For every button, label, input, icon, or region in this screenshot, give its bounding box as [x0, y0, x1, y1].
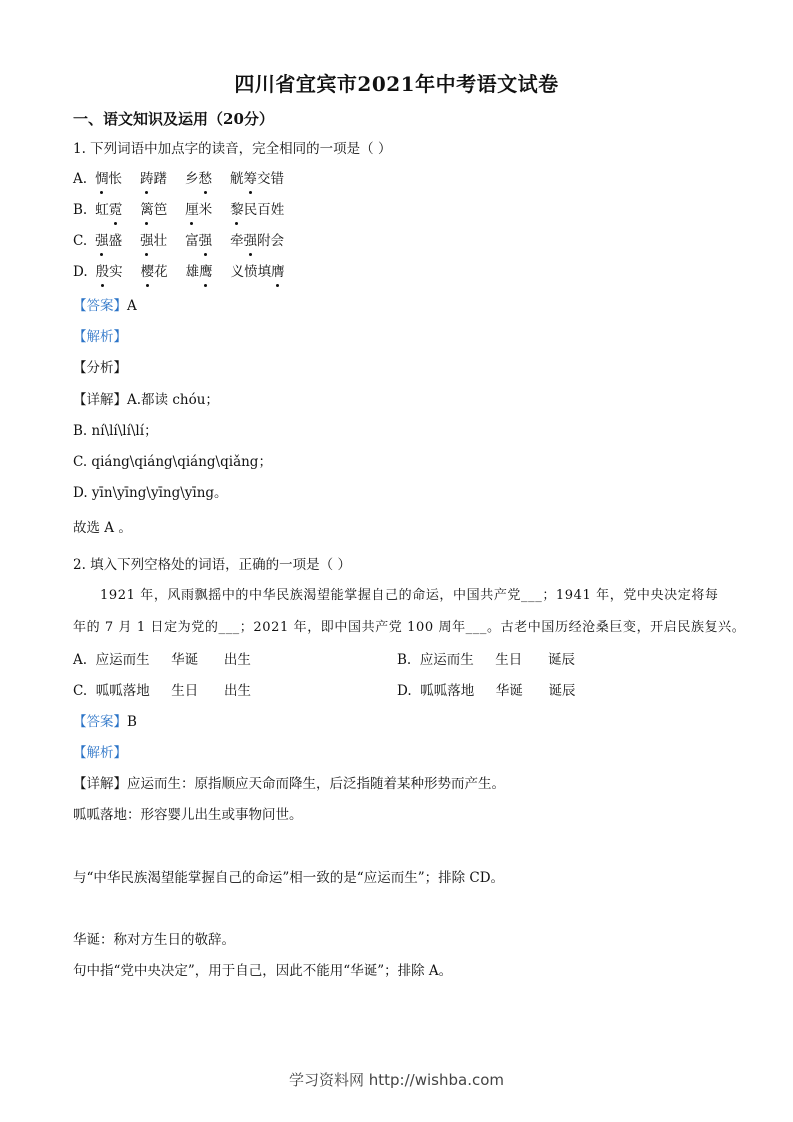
option-word: 应运而生 — [95, 652, 150, 668]
option-char: 民 — [243, 202, 258, 218]
q2-line3: 与“中华民族渴望能掌握自己的命运”相一致的是“应运而生”；排除 CD。 — [73, 870, 505, 886]
option-word: 呱呱落地 — [95, 683, 150, 699]
q2-stem: 2. 填入下列空格处的词语，正确的一项是（ ） — [73, 557, 351, 573]
option-char: 壮 — [153, 233, 168, 249]
option-char: 强 — [243, 233, 258, 249]
option-char: 虹 — [95, 202, 109, 218]
option-char: 盛 — [108, 233, 123, 249]
option-char: 强 — [95, 233, 109, 249]
section-heading: 一、语文知识及运用（20分） — [73, 110, 274, 128]
q2-detail — [73, 774, 505, 794]
detail-text: A.都读 chóu； — [127, 392, 219, 408]
detail-tag: 【详解】 — [73, 776, 127, 792]
option-word: 呱呱落地 — [420, 683, 475, 699]
answer-value: B — [127, 714, 137, 730]
option-char: 躇 — [153, 171, 168, 187]
answer-tag: 【答案】 — [73, 714, 127, 730]
q1-line-b: B. ní\lí\lí\lí； — [73, 423, 158, 439]
q1-fenxi: 【分析】 — [73, 360, 127, 376]
q2-option-c — [73, 681, 251, 701]
option-char: 强 — [140, 233, 154, 249]
option-label: D. — [73, 264, 88, 280]
option-word — [230, 169, 284, 189]
option-label: D. — [397, 683, 412, 699]
option-char: 义 — [230, 264, 245, 280]
option-char: 会 — [270, 233, 285, 249]
option-word — [185, 231, 212, 251]
q1-option-b — [73, 200, 302, 220]
option-word: 诞辰 — [548, 683, 576, 699]
option-char: 愤 — [244, 264, 258, 280]
option-word — [95, 231, 122, 251]
option-char: 愁 — [198, 171, 213, 187]
option-char: 牵 — [230, 233, 244, 249]
option-char: 实 — [109, 264, 123, 280]
option-char: 惆 — [95, 171, 109, 187]
option-word — [140, 169, 167, 189]
q2-line2: 呱呱落地：形容婴儿出生或事物问世。 — [73, 807, 303, 823]
option-char: 鹰 — [199, 264, 213, 280]
option-label: B. — [73, 202, 88, 218]
q2-answer — [73, 712, 137, 732]
option-word: 出生 — [223, 683, 251, 699]
option-word — [141, 262, 168, 282]
answer-value: A — [127, 298, 137, 314]
q2-option-a — [73, 650, 251, 670]
detail-text: 应运而生：原指顺应天命而降生，后泛指随着某种形势而产生。 — [127, 776, 505, 792]
option-char: 怅 — [108, 171, 123, 187]
option-char: 交 — [257, 171, 271, 187]
q1-option-a — [73, 169, 302, 189]
option-char: 错 — [270, 171, 285, 187]
option-word — [140, 200, 167, 220]
q2-option-b — [397, 650, 575, 670]
q1-analysis-tag: 【解析】 — [73, 329, 127, 345]
option-word — [95, 200, 122, 220]
q1-option-d — [73, 262, 303, 282]
option-char: 膺 — [271, 264, 285, 280]
option-word — [140, 231, 167, 251]
option-char: 筹 — [243, 171, 258, 187]
option-word — [231, 262, 285, 282]
option-word — [230, 231, 284, 251]
document-title: 四川省宜宾市2021年中考语文试卷 — [234, 72, 559, 96]
option-label: A. — [73, 171, 88, 187]
option-word: 生日 — [171, 683, 199, 699]
option-word: 华诞 — [171, 652, 199, 668]
option-word: 诞辰 — [548, 652, 576, 668]
option-char: 篱 — [140, 202, 154, 218]
detail-tag: 【详解】 — [73, 392, 127, 408]
option-char: 百 — [257, 202, 271, 218]
option-char: 霓 — [108, 202, 123, 218]
q2-line5: 句中指“党中央决定”，用于自己，因此不能用“华诞”；排除 A。 — [73, 963, 453, 979]
page-footer: 学习资料网 http://wishba.com — [289, 1071, 504, 1089]
q1-line-d: D. yīn\yīng\yīng\yīng。 — [73, 485, 228, 501]
option-word: 应运而生 — [419, 652, 474, 668]
option-char: 附 — [257, 233, 271, 249]
option-char: 雄 — [185, 264, 200, 280]
option-label: B. — [397, 652, 412, 668]
q2-line4: 华诞：称对方生日的敬辞。 — [73, 932, 235, 948]
option-char: 米 — [198, 202, 213, 218]
q1-stem: 1. 下列词语中加点字的读音，完全相同的一项是（ ） — [73, 141, 392, 157]
q1-option-c — [73, 231, 302, 251]
option-label: A. — [73, 652, 88, 668]
option-word — [186, 262, 213, 282]
option-char: 强 — [198, 233, 213, 249]
answer-tag: 【答案】 — [73, 298, 127, 314]
option-word: 生日 — [495, 652, 523, 668]
option-label: C. — [73, 233, 88, 249]
q1-line-c: C. qiáng\qiáng\qiáng\qiǎng； — [73, 454, 272, 470]
option-word — [185, 169, 212, 189]
option-word — [96, 262, 123, 282]
q1-conclusion: 故选 A 。 — [73, 520, 132, 536]
q1-answer — [73, 296, 137, 316]
option-label: C. — [73, 683, 88, 699]
option-word — [185, 200, 212, 220]
option-char: 樱 — [140, 264, 155, 280]
option-word — [230, 200, 284, 220]
q2-paragraph-line1: 1921 年，风雨飘摇中的中华民族渴望能掌握自己的命运，中国共产党___；1941 年，党中央决定将每 — [100, 588, 719, 603]
q2-paragraph-line2: 年的 7 月 1 日定为党的___；2021 年，即中国共产党 100 周年___。古老中国历经沧桑巨变，开启民族复兴。 — [73, 620, 746, 635]
option-word: 华诞 — [495, 683, 523, 699]
option-word — [95, 169, 122, 189]
option-char: 笆 — [153, 202, 168, 218]
option-char: 姓 — [270, 202, 285, 218]
option-char: 厘 — [185, 202, 199, 218]
option-char: 殷 — [95, 264, 110, 280]
option-char: 觥 — [230, 171, 244, 187]
option-char: 黎 — [230, 202, 244, 218]
option-char: 花 — [154, 264, 168, 280]
option-char: 乡 — [185, 171, 199, 187]
option-char: 填 — [257, 264, 272, 280]
q2-option-d — [397, 681, 575, 701]
q1-detail — [73, 390, 219, 410]
q2-analysis-tag: 【解析】 — [73, 745, 127, 761]
option-char: 踌 — [140, 171, 154, 187]
option-char: 富 — [185, 233, 199, 249]
option-word: 出生 — [223, 652, 251, 668]
